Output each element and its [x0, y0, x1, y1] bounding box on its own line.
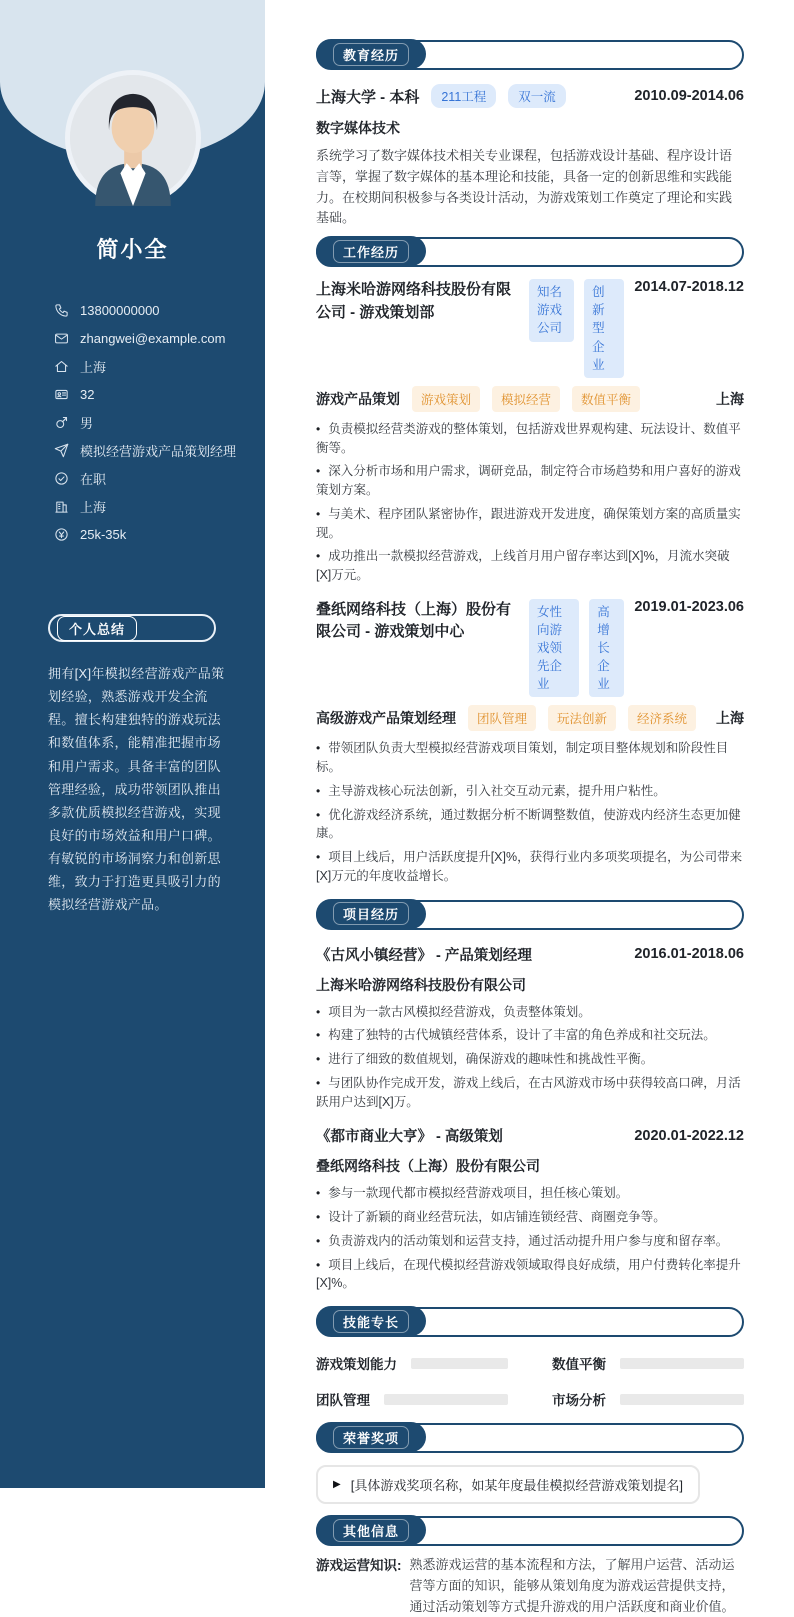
job-bullet: • 与美术、程序团队紧密协作，跟进游戏开发进度，确保策划方案的高质量实现。: [316, 505, 744, 543]
project-bullet: • 与团队协作完成开发，游戏上线后，在古风游戏市场中获得较高口碑，月活跃用户达到[X]万。: [316, 1074, 744, 1112]
resume-main: [265, 0, 794, 1615]
job-bullet: • 优化游戏经济系统，通过数据分析不断调整数值，使游戏内经济生态更加健康。: [316, 806, 744, 844]
skill-item: [552, 1389, 744, 1409]
contact-status: 在职: [54, 464, 265, 492]
project-bullet: • 进行了细致的数值规划，确保游戏的趣味性和挑战性平衡。: [316, 1050, 744, 1069]
project-company: 叠纸网络科技（上海）股份有限公司: [316, 1158, 540, 1175]
sidebar-top: [0, 0, 265, 206]
other-section-tag: 其他信息: [316, 1515, 426, 1545]
sidebar: [0, 0, 265, 1488]
summary-text: 拥有[X]年模拟经营游戏产品策划经验，熟悉游戏开发全流程。擅长构建独特的游戏玩法和数值体系，能精准把握市场和用户需求。具备丰富的团队管理经验，成功带领团队推出多款优质模拟经营游戏，实现良好的市场效益和用户口碑。有敏锐的市场洞察力和创新思维，致力于打造更具吸引力的模拟经营游戏产品。: [48, 666, 225, 913]
role-tag: 经济系统: [628, 705, 696, 731]
projects-section-tag: 项目经历: [316, 899, 426, 929]
job-bullet: • 主导游戏核心玩法创新，引入社交互动元素，提升用户粘性。: [316, 782, 744, 801]
email-icon: [54, 331, 69, 346]
contact-email: zhangwei@example.com: [54, 324, 265, 352]
job-date: 2019.01-2023.06: [634, 598, 744, 615]
company-tags: [529, 279, 624, 378]
skill-item: [552, 1353, 744, 1373]
project-name: 《都市商业大亨》 - 高级策划: [316, 1129, 503, 1146]
role-tag: 团队管理: [468, 705, 536, 731]
skill-label: 团队管理: [316, 1393, 370, 1409]
salary-icon: [54, 527, 69, 542]
award-text: [具体游戏奖项名称，如某年度最佳模拟经营游戏策划提名]: [350, 1478, 683, 1494]
project-company: 上海米哈游网络科技股份有限公司: [316, 976, 526, 993]
skill-item: [316, 1389, 508, 1409]
skill-bar: [620, 1358, 744, 1369]
age-icon: [54, 387, 69, 402]
major: 数字媒体技术: [316, 120, 400, 136]
job-date: 2014.07-2018.12: [634, 279, 744, 296]
company-tags: [529, 599, 624, 698]
contact-salary: 25k-35k: [54, 520, 265, 548]
summary-title: 个人总结: [57, 616, 137, 641]
other-section-header: [316, 1516, 744, 1546]
other-info-label: 游戏运营知识:: [316, 1558, 402, 1574]
job-location: 上海: [716, 390, 744, 407]
role-tag: 游戏策划: [412, 386, 480, 412]
job-role-row: [316, 386, 744, 412]
role-tag: 玩法创新: [548, 705, 616, 731]
other-info: [316, 1554, 744, 1617]
job-bullet: • 带领团队负责大型模拟经营游戏项目策划，制定项目整体规划和阶段性目标。: [316, 739, 744, 777]
job-role: 游戏产品策划: [316, 390, 400, 407]
contact-city: 上海: [54, 352, 265, 380]
skills-grid: [316, 1353, 744, 1409]
project-bullet: • 设计了新颖的商业经营玩法，如店铺连锁经营、商圈竞争等。: [316, 1208, 744, 1227]
project-bullet: • 负责游戏内的活动策划和运营支持，通过活动提升用户参与度和留存率。: [316, 1232, 744, 1251]
job-bullets: [316, 739, 744, 885]
company-name: 上海米哈游网络科技股份有限公司 - 游戏策划部: [316, 281, 512, 321]
home-icon: [54, 359, 69, 374]
job-location: 上海: [716, 710, 744, 727]
contact-company-location: 上海: [54, 492, 265, 520]
job-header: [316, 279, 744, 378]
project-bullet: • 构建了独特的古代城镇经营体系，设计了丰富的角色养成和社交玩法。: [316, 1026, 744, 1045]
summary-section-header: [48, 614, 216, 642]
contact-job-intention: 模拟经营游戏产品策划经理: [54, 436, 265, 464]
play-icon: ▶: [333, 1479, 341, 1491]
role-tag: 模拟经营: [492, 386, 560, 412]
contact-age: 32: [54, 380, 265, 408]
job-role-row: [316, 705, 744, 731]
skills-section-header: [316, 1307, 744, 1337]
project-bullet: • 参与一款现代都市模拟经营游戏项目，担任核心策划。: [316, 1184, 744, 1203]
company-tag: 知名游戏公司: [529, 279, 574, 341]
school-name: 上海大学 - 本科: [316, 88, 420, 106]
award-item[interactable]: [316, 1465, 700, 1504]
phone-icon: [54, 303, 69, 318]
skill-item: [316, 1353, 508, 1373]
school-tag: 211工程: [431, 84, 496, 108]
work-section-tag: 工作经历: [316, 236, 426, 266]
skill-bar: [620, 1394, 744, 1405]
job-bullet: • 成功推出一款模拟经营游戏，上线首月用户留存率达到[X]%，月流水突破[X]万元。: [316, 547, 744, 585]
company-tag: 创新型企业: [584, 279, 624, 378]
company-tag: 高增长企业: [589, 599, 624, 698]
job-bullet: • 项目上线后，用户活跃度提升[X]%，获得行业内多项奖项提名，为公司带来[X]万元的年度收益增长。: [316, 848, 744, 886]
contact-gender: 男: [54, 408, 265, 436]
project-bullets: [316, 1003, 744, 1112]
project-date: 2016.01-2018.06: [634, 946, 744, 963]
skill-label: 游戏策划能力: [316, 1357, 397, 1373]
company-tag: 女性向游戏领先企业: [529, 599, 579, 698]
skills-section-tag: 技能专长: [316, 1306, 426, 1336]
candidate-name: 简小全: [96, 237, 169, 262]
job-role: 高级游戏产品策划经理: [316, 710, 456, 727]
project-header: [316, 944, 744, 965]
skill-bar: [411, 1358, 508, 1369]
job-header: [316, 599, 744, 698]
project-bullets: [316, 1184, 744, 1293]
gender-icon: [54, 415, 69, 430]
project-bullet: • 项目为一款古风模拟经营游戏，负责整体策划。: [316, 1003, 744, 1022]
education-date: 2010.09-2014.06: [634, 88, 744, 104]
avatar-illustration: [70, 75, 196, 201]
skill-label: 数值平衡: [552, 1357, 606, 1373]
education-description: 系统学习了数字媒体技术相关专业课程，包括游戏设计基础、程序设计语言等，掌握了数字媒体的基本理论和技能，具备一定的创新思维和实践能力。在校期间积极参与各类设计活动，为游戏策划工作奠定了理论和实践基础。: [316, 148, 733, 226]
awards-section-header: [316, 1423, 744, 1453]
status-icon: [54, 471, 69, 486]
projects-section-header: [316, 900, 744, 930]
company-location-icon: [54, 499, 69, 514]
education-section-tag: 教育经历: [316, 39, 426, 69]
education-section-header: [316, 40, 744, 70]
job-bullets: [316, 420, 744, 585]
company-name: 叠纸网络科技（上海）股份有限公司 - 游戏策划中心: [316, 600, 512, 641]
profile-photo: [65, 70, 201, 206]
project-header: [316, 1125, 744, 1146]
school-tag: 双一流: [508, 84, 566, 108]
job-bullet: • 深入分析市场和用户需求，调研竞品，制定符合市场趋势和用户喜好的游戏策划方案。: [316, 462, 744, 500]
awards-section-tag: 荣誉奖项: [316, 1422, 426, 1452]
skill-label: 市场分析: [552, 1393, 606, 1409]
work-section-header: [316, 237, 744, 267]
job-intention-icon: [54, 443, 69, 458]
contact-list: [0, 296, 265, 548]
education-entry: [316, 84, 744, 108]
role-tag: 数值平衡: [572, 386, 640, 412]
project-date: 2020.01-2022.12: [634, 1127, 744, 1144]
skill-bar: [384, 1394, 508, 1405]
other-info-text: 熟悉游戏运营的基本流程和方法，了解用户运营、活动运营等方面的知识，能够从策划角度为游戏运营提供支持，通过活动策划等方式提升游戏的用户活跃度和商业价值。: [409, 1557, 735, 1615]
contact-phone: 13800000000: [54, 296, 265, 324]
project-name: 《古风小镇经营》 - 产品策划经理: [316, 947, 532, 964]
project-bullet: • 项目上线后，在现代模拟经营游戏领域取得良好成绩，用户付费转化率提升[X]%。: [316, 1256, 744, 1294]
job-bullet: • 负责模拟经营类游戏的整体策划，包括游戏世界观构建、玩法设计、数值平衡等。: [316, 420, 744, 458]
